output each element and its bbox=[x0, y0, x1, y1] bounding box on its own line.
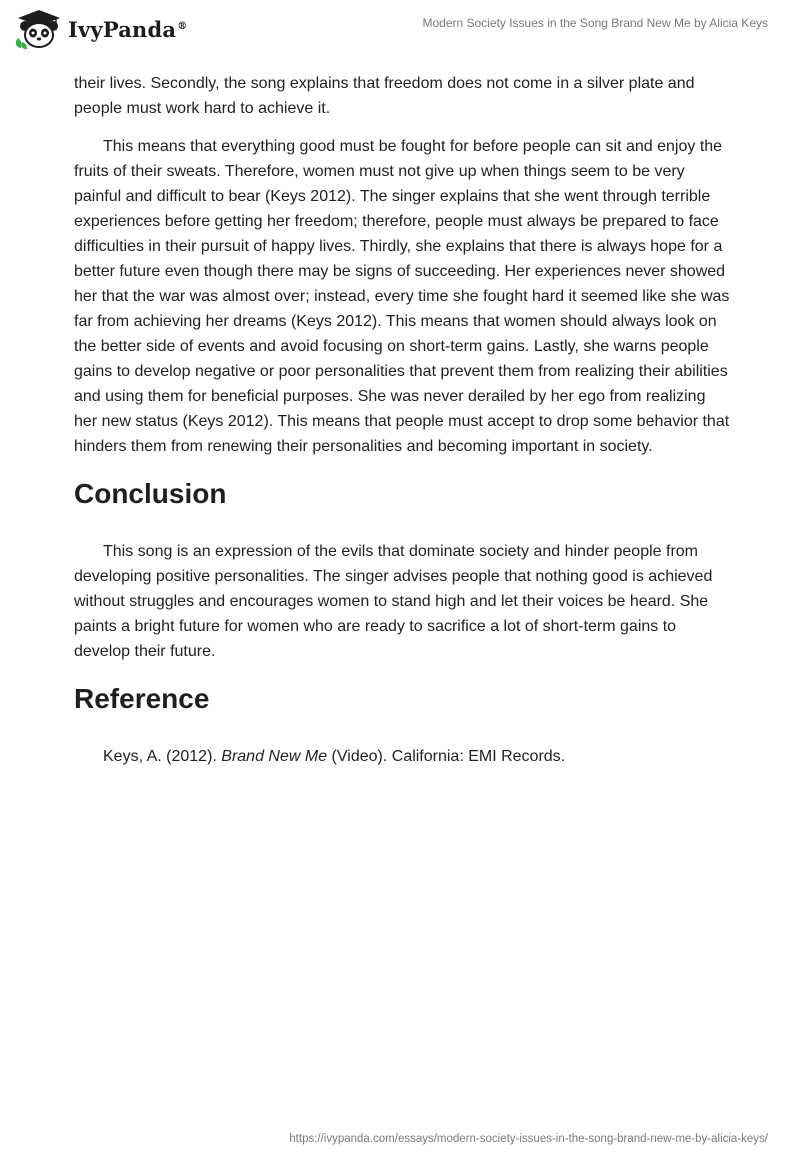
reference-details: (Video). California: EMI Records. bbox=[327, 748, 566, 765]
document-title: Modern Society Issues in the Song Brand New Me by Alicia Keys bbox=[422, 16, 768, 30]
ivypanda-logo[interactable] bbox=[14, 8, 187, 50]
conclusion-heading: Conclusion bbox=[74, 478, 227, 509]
paragraph-continuation: their lives. Secondly, the song explains that freedom does not come in a silver plate and people must work hard to achieve it. bbox=[74, 75, 695, 117]
paragraph-body: This means that everything good must be fought for before people can sit and enjoy the fruits of their sweats. Therefore, women must not give up when things seem to be very painful and difficult to bear (Keys 2012). The singer explains that she went through terrible experiences before getting her freedom; therefore, people must always be prepared to face difficulties in their pursuit of happy lives. Thirdly, she explains that there is always hope for a better future even though there may be signs of succeeding. Her experiences never showed her that the war was almost over; instead, every time she fought hard it seemed like she was far from achieving her dreams (Keys 2012). This means that women should always look on the better side of events and avoid focusing on short-term gains. Lastly, she warns people gains to develop negative or poor personalities that prevent them from realizing their abilities and using them for beneficial purposes. She was never derailed by her ego from realizing her new status (Keys 2012). This means that people must accept to drop some behavior that hinders them from renewing their personalities and becoming important in society. bbox=[74, 138, 730, 455]
panda-mascot-icon bbox=[14, 8, 64, 50]
source-url-link[interactable]: https://ivypanda.com/essays/modern-society-issues-in-the-song-brand-new-me-by-alicia-keys/ bbox=[289, 1133, 768, 1145]
brand-name: IvyPanda® bbox=[68, 16, 188, 42]
conclusion-paragraph: This song is an expression of the evils that dominate society and hinder people from developing positive personalities. The singer advises people that nothing good is achieved without struggles and encourages women to stand high and let their voices be heard. She paints a bright future for women who are ready to sacrifice a lot of short-term gains to develop their future. bbox=[74, 543, 713, 660]
reference-entry bbox=[74, 744, 730, 769]
reference-author: Keys, A. (2012). bbox=[103, 748, 222, 765]
reference-heading: Reference bbox=[74, 683, 210, 714]
essay-content bbox=[74, 71, 730, 782]
page-header bbox=[0, 0, 800, 62]
reference-title: Brand New Me bbox=[221, 748, 328, 765]
